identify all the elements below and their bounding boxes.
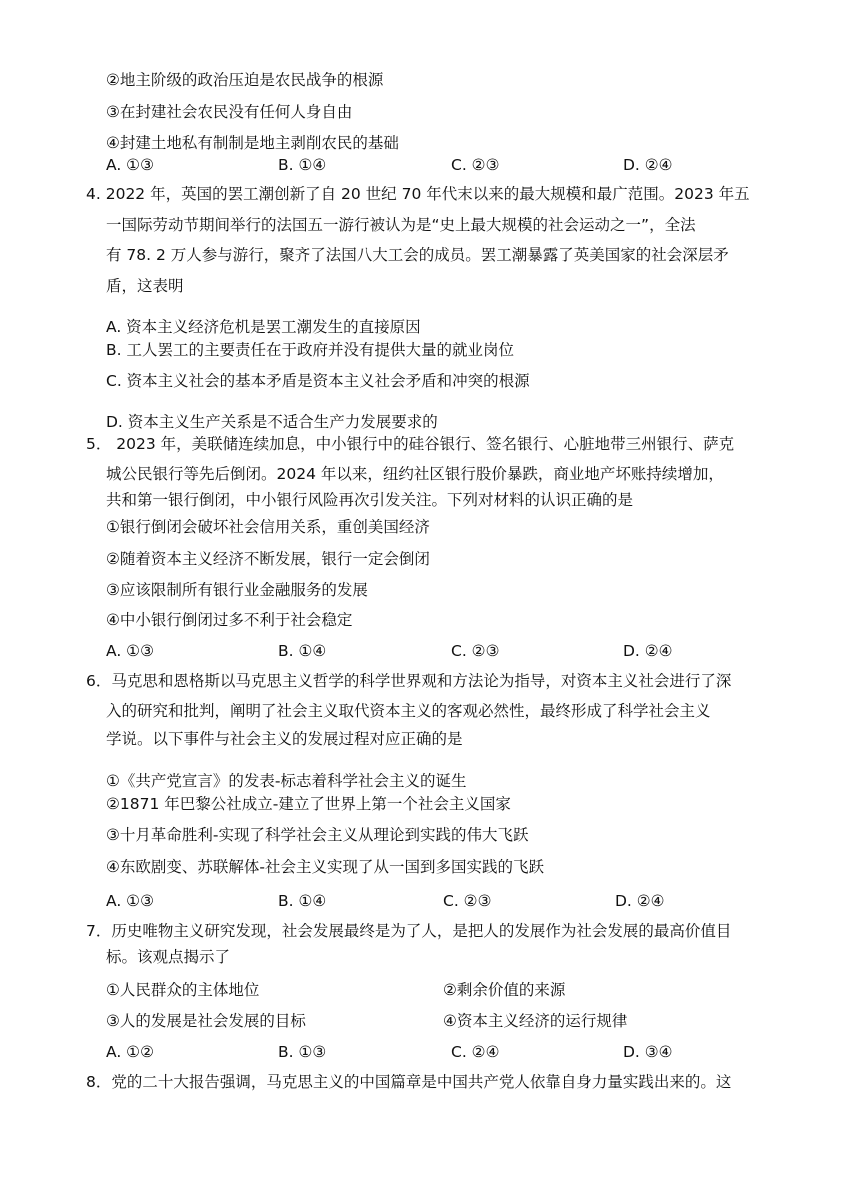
- q6-stem-line-1: 6．马克思和恩格斯以马克思主义哲学的科学世界观和方法论为指导，对资本主义社会进行了深: [86, 672, 732, 690]
- q3-item-4: ④封建土地私有制制是地主剥削农民的基础: [106, 134, 399, 152]
- q3-option-c: C. ②③: [451, 156, 500, 174]
- q7-item-2: ②剩余价值的来源: [443, 981, 566, 999]
- q5-item-1: ①银行倒闭会破坏社会信用关系，重创美国经济: [106, 518, 430, 536]
- q8-stem-line-1: 8．党的二十大报告强调，马克思主义的中国篇章是中国共产党人依靠自身力量实践出来的。这: [86, 1073, 732, 1091]
- q4-option-d: D. 资本主义生产关系是不适合生产力发展要求的: [106, 413, 438, 431]
- q7-option-c: C. ②④: [451, 1043, 500, 1061]
- q7-stem-line-2: 标。该观点揭示了: [106, 948, 231, 966]
- q3-item-3: ③在封建社会农民没有任何人身自由: [106, 103, 353, 121]
- q6-item-4: ④东欧剧变、苏联解体-社会主义实现了从一国到多国实践的飞跃: [106, 858, 544, 876]
- q6-item-2: ②1871 年巴黎公社成立-建立了世界上第一个社会主义国家: [106, 795, 511, 813]
- q5-option-d: D. ②④: [623, 642, 673, 660]
- q3-option-d: D. ②④: [623, 156, 673, 174]
- q5-option-a: A. ①③: [106, 642, 154, 660]
- q4-stem-line-4: 盾，这表明: [106, 277, 184, 295]
- q6-stem-line-2: 入的研究和批判，阐明了社会主义取代资本主义的客观必然性，最终形成了科学社会主义: [106, 702, 711, 720]
- q5-item-2: ②随着资本主义经济不断发展，银行一定会倒闭: [106, 550, 430, 568]
- q6-item-1: ①《共产党宣言》的发表-标志着科学社会主义的诞生: [106, 772, 467, 790]
- q6-option-b: B. ①④: [278, 892, 327, 910]
- q6-option-c: C. ②③: [443, 892, 492, 910]
- q5-option-b: B. ①④: [278, 642, 327, 660]
- q4-stem-line-2: 一国际劳动节期间举行的法国五一游行被认为是“史上最大规模的社会运动之一”，全法: [106, 216, 696, 234]
- q4-stem-line-3: 有 78. 2 万人参与游行，聚齐了法国八大工会的成员。罢工潮暴露了英美国家的社会深层矛: [106, 246, 729, 264]
- q5-item-4: ④中小银行倒闭过多不利于社会稳定: [106, 611, 353, 629]
- q5-stem-line-3: 共和第一银行倒闭，中小银行风险再次引发关注。下列对材料的认识正确的是: [106, 491, 634, 509]
- q4-option-a: A. 资本主义经济危机是罢工潮发生的直接原因: [106, 318, 421, 336]
- q7-option-a: A. ①②: [106, 1043, 154, 1061]
- q6-item-3: ③十月革命胜利-实现了科学社会主义从理论到实践的伟大飞跃: [106, 826, 529, 844]
- q4-stem-line-1: 4. 2022 年，英国的罢工潮创新了自 20 世纪 70 年代末以来的最大规模和最广范围。2023 年五: [86, 185, 750, 203]
- q3-item-2: ②地主阶级的政治压迫是农民战争的根源: [106, 71, 384, 89]
- q3-option-b: B. ①④: [278, 156, 327, 174]
- q5-option-c: C. ②③: [451, 642, 500, 660]
- q5-stem-line-2: 城公民银行等先后倒闭。2024 年以来，纽约社区银行股价暴跌，商业地产坏账持续增加，: [106, 465, 724, 483]
- q4-option-c: C. 资本主义社会的基本矛盾是资本主义社会矛盾和冲突的根源: [106, 372, 530, 390]
- q6-option-a: A. ①③: [106, 892, 154, 910]
- q3-option-a: A. ①③: [106, 156, 154, 174]
- q7-stem-line-1: 7．历史唯物主义研究发现，社会发展最终是为了人，是把人的发展作为社会发展的最高价值目: [86, 922, 732, 940]
- q7-item-4: ④资本主义经济的运行规律: [443, 1012, 628, 1030]
- q6-option-d: D. ②④: [615, 892, 665, 910]
- q7-item-1: ①人民群众的主体地位: [106, 981, 260, 999]
- q5-item-3: ③应该限制所有银行业金融服务的发展: [106, 581, 368, 599]
- q7-item-3: ③人的发展是社会发展的目标: [106, 1012, 306, 1030]
- q7-option-d: D. ③④: [623, 1043, 673, 1061]
- q4-option-b: B. 工人罢工的主要责任在于政府并没有提供大量的就业岗位: [106, 341, 514, 359]
- q6-stem-line-3: 学说。以下事件与社会主义的发展过程对应正确的是: [106, 730, 463, 748]
- q5-stem-line-1: 5． 2023 年，美联储连续加息，中小银行中的硅谷银行、签名银行、心脏地带三州银行、萨克: [86, 435, 735, 453]
- q7-option-b: B. ①③: [278, 1043, 327, 1061]
